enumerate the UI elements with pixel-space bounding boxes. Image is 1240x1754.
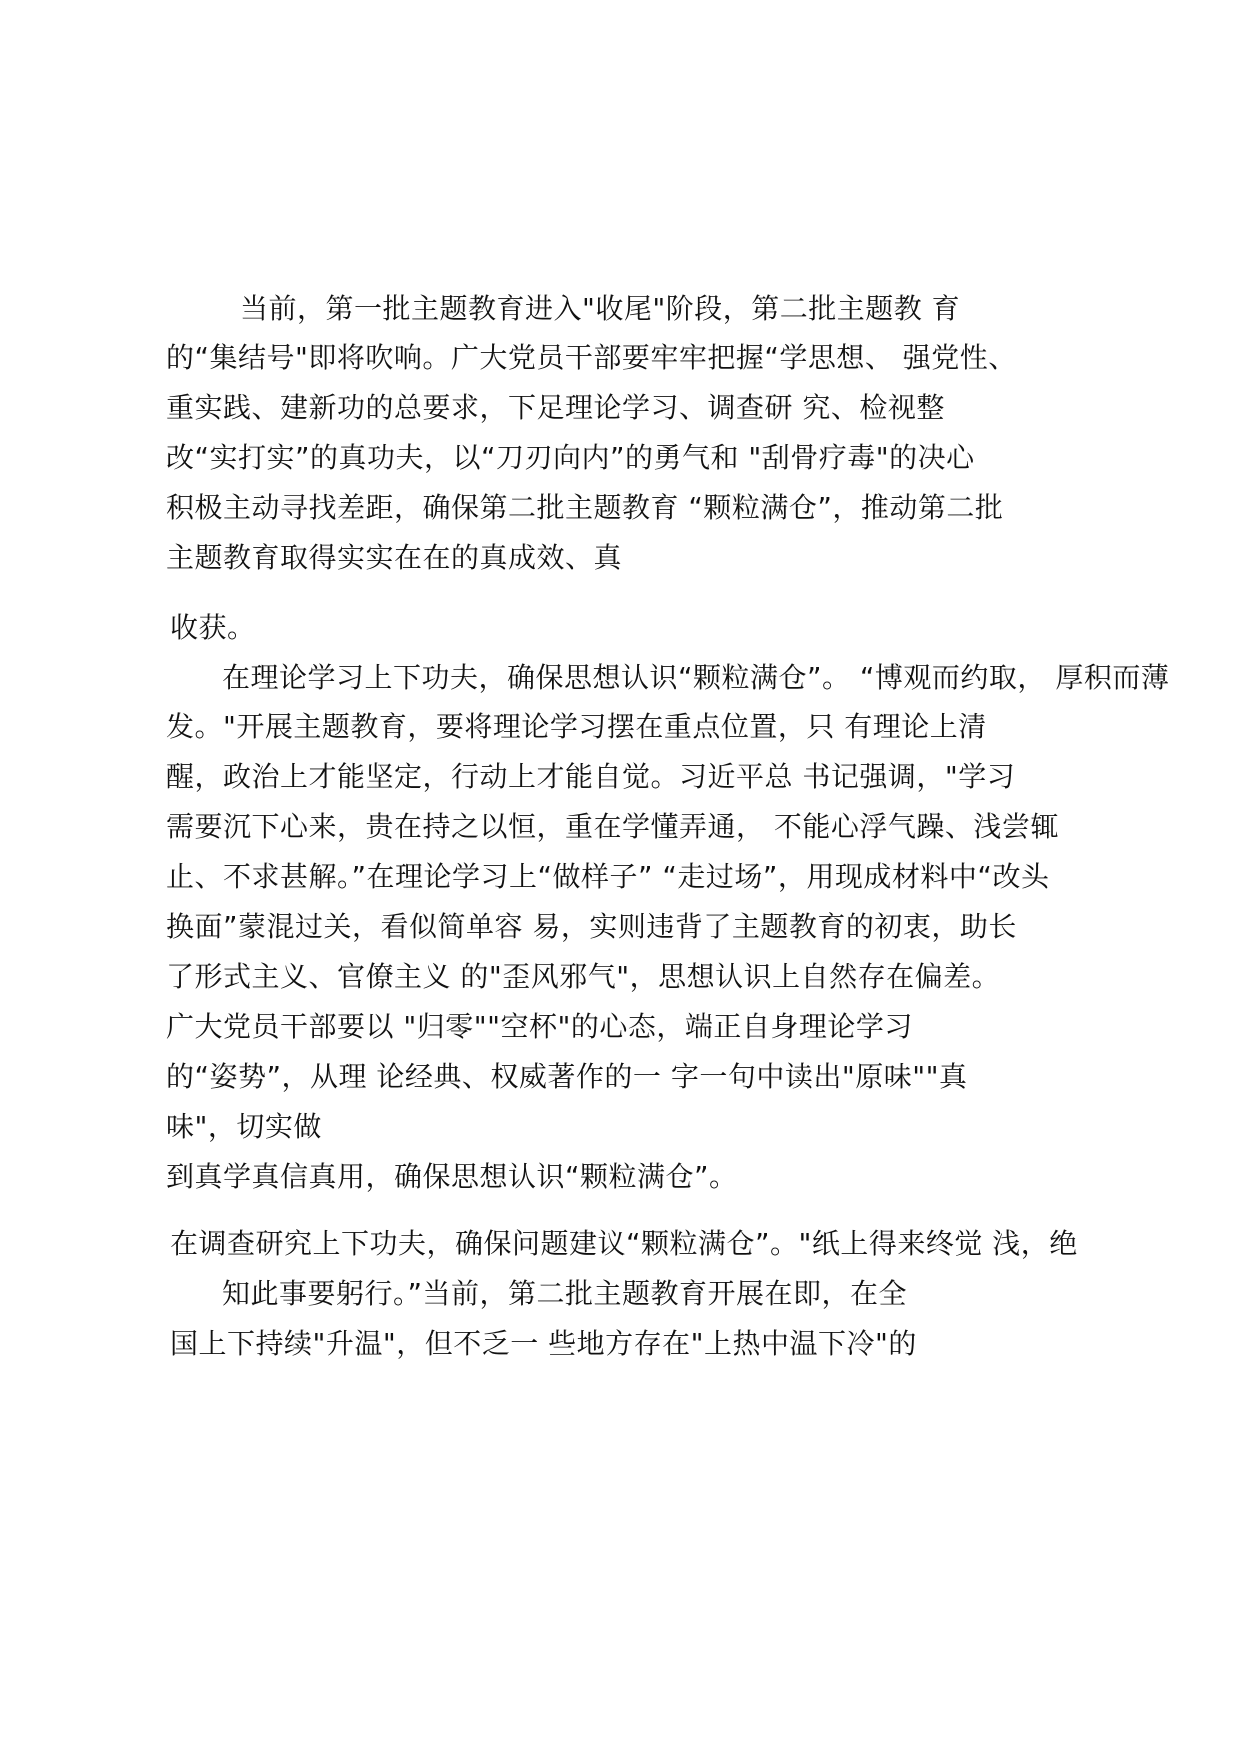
text-line: 国上下持续"升温"，但不乏一 些地方存在"上热中温下冷"的	[170, 1327, 917, 1360]
text-line: 当前，第一批主题教育进入"收尾"阶段，第二批主题教 育	[240, 292, 961, 325]
text-line: 在理论学习上下功夫，确保思想认识“颗粒满仓”。 “博观而约取， 厚积而薄	[222, 661, 1170, 694]
text-line: 收获。	[170, 611, 256, 644]
text-line: 发。"开展主题教育，要将理论学习摆在重点位置，只 有理论上清	[166, 710, 987, 743]
text-line: 到真学真信真用，确保思想认识“颗粒满仓”。	[166, 1160, 738, 1193]
text-line: 的“集结号"即将吹响。广大党员干部要牢牢把握“学思想、 强党性、	[166, 341, 1017, 374]
text-line: 止、不求甚解。”在理论学习上“做样子” “走过场”，用现成材料中“改头	[166, 860, 1050, 893]
text-line: 的“姿势”，从理 论经典、权威著作的一 字一句中读出"原味""真	[166, 1060, 968, 1093]
text-line: 广大党员干部要以 "归零""空杯"的心态，端正自身理论学习	[166, 1010, 913, 1043]
text-line: 知此事要躬行。”当前，第二批主题教育开展在即，在全	[222, 1277, 908, 1310]
text-line: 换面”蒙混过关，看似简单容 易，实则违背了主题教育的初衷，助长	[166, 910, 1017, 943]
text-line: 重实践、建新功的总要求，下足理论学习、调查研 究、检视整	[166, 391, 945, 424]
text-line: 醒，政治上才能坚定，行动上才能自觉。习近平总 书记强调，"学习	[166, 760, 1016, 793]
text-line: 在调查研究上下功夫，确保问题建议“颗粒满仓”。"纸上得来终觉 浅，绝	[170, 1227, 1078, 1260]
text-line: 积极主动寻找差距，确保第二批主题教育 “颗粒满仓”，推动第二批	[166, 491, 1004, 524]
text-line: 了形式主义、官僚主义 的"歪风邪气"，思想认识上自然存在偏差。	[166, 960, 1001, 993]
text-line: 味"，切实做	[166, 1110, 322, 1143]
text-line: 改“实打实”的真功夫，以“刀刃向内”的勇气和 "刮骨疗毒"的决心	[166, 441, 975, 474]
text-line: 主题教育取得实实在在的真成效、真	[166, 541, 623, 574]
text-line: 需要沉下心来，贵在持之以恒，重在学懂弄通， 不能心浮气躁、浅尝辄	[166, 810, 1059, 843]
